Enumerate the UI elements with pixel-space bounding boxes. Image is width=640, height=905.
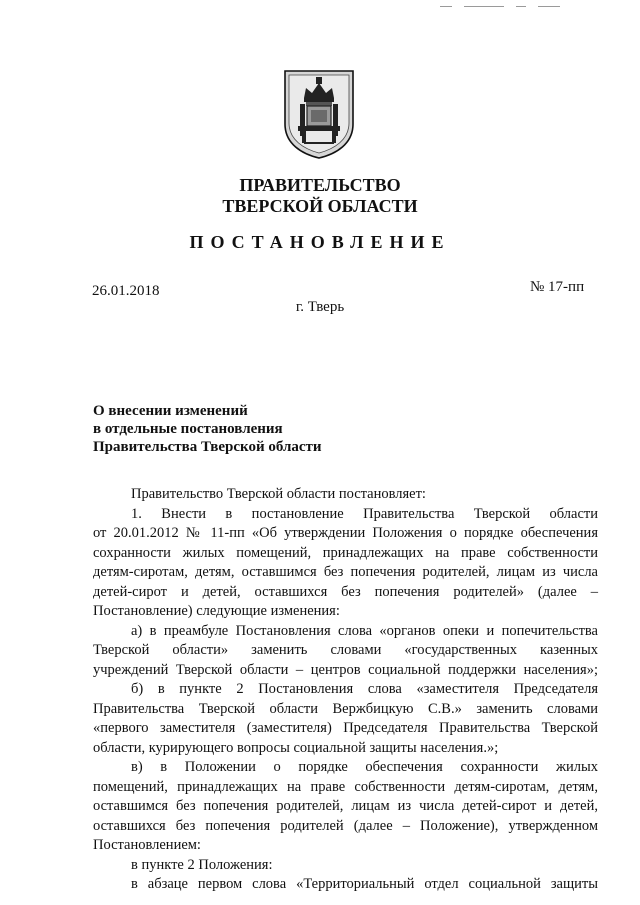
body-text-line: в абзаце первом слова «Территориальный отдел социальной защиты [131, 876, 598, 892]
body-text-line: 1. Внести в постановление Правительства Тверской области [131, 505, 598, 522]
body-text-line: сохранности жилых помещений, принадлежащих на праве собственности [93, 544, 598, 561]
body-text-line: Тверской области» заменить словами «государственных казенных [93, 642, 598, 658]
subject-line: Правительства Тверской области [93, 439, 322, 455]
document-city: г. Тверь [295, 299, 345, 315]
body-text-line: «первого заместителя (заместителя) Председателя Правительства Тверской [93, 720, 598, 736]
body-text-line: детям-сиротам, детям, оставшимся без попечения родителей, лицам из числа [93, 564, 598, 580]
body-text-line: а) в преамбуле Постановления слова «органов опеки и попечительства [131, 622, 598, 639]
body-text-line: оставшихся без попечения родителей (далее – Положение), утвержденном [93, 817, 598, 834]
body-text-line: детей-сирот и детей, оставшихся без попечения родителей» (далее – [93, 583, 598, 600]
body-text-line: Постановление) следующие изменения: [93, 603, 340, 619]
document-subject [93, 402, 413, 456]
government-name-line-1: ПРАВИТЕЛЬСТВО [239, 175, 401, 195]
body-text-line: Постановлением: [93, 837, 201, 853]
scan-artifact [440, 6, 600, 10]
subject-line: О внесении изменений [93, 403, 248, 419]
government-name-line-2: ТВЕРСКОЙ ОБЛАСТИ [222, 196, 418, 216]
body-text-line: от 20.01.2012 № 11-пп «Об утверждении Положения о порядке обеспечения [93, 525, 598, 541]
body-text-line: Правительства Тверской области Вержбицкую С.В.» заменить словами [93, 700, 598, 717]
body-text-line: б) в пункте 2 Постановления слова «заместителя Председателя [131, 681, 598, 697]
body-text-line: учреждений Тверской области – центров социальной поддержки населения»; [93, 661, 598, 678]
document-number: № 17-пп [530, 279, 585, 295]
body-text-line: в пункте 2 Положения: [131, 856, 273, 873]
body-text-line: Правительство Тверской области постановляет: [131, 486, 426, 502]
body-text-line: помещений, принадлежащих на праве собственности детям-сиротам, детям, [93, 778, 598, 795]
coat-of-arms-emblem [282, 68, 356, 160]
document-date: 26.01.2018 [92, 283, 160, 299]
document-body [93, 485, 598, 895]
body-text-line: области, курирующего вопросы социальной защиты населения.»; [93, 739, 499, 756]
document-type-title: ПОСТАНОВЛЕНИЕ [189, 232, 451, 252]
body-text-line: оставшимся без попечения родителей, лицам из числа детей-сирот и детей, [93, 798, 598, 814]
body-text-line: в) в Положении о порядке обеспечения сохранности жилых [131, 759, 598, 775]
subject-line: в отдельные постановления [93, 421, 283, 437]
